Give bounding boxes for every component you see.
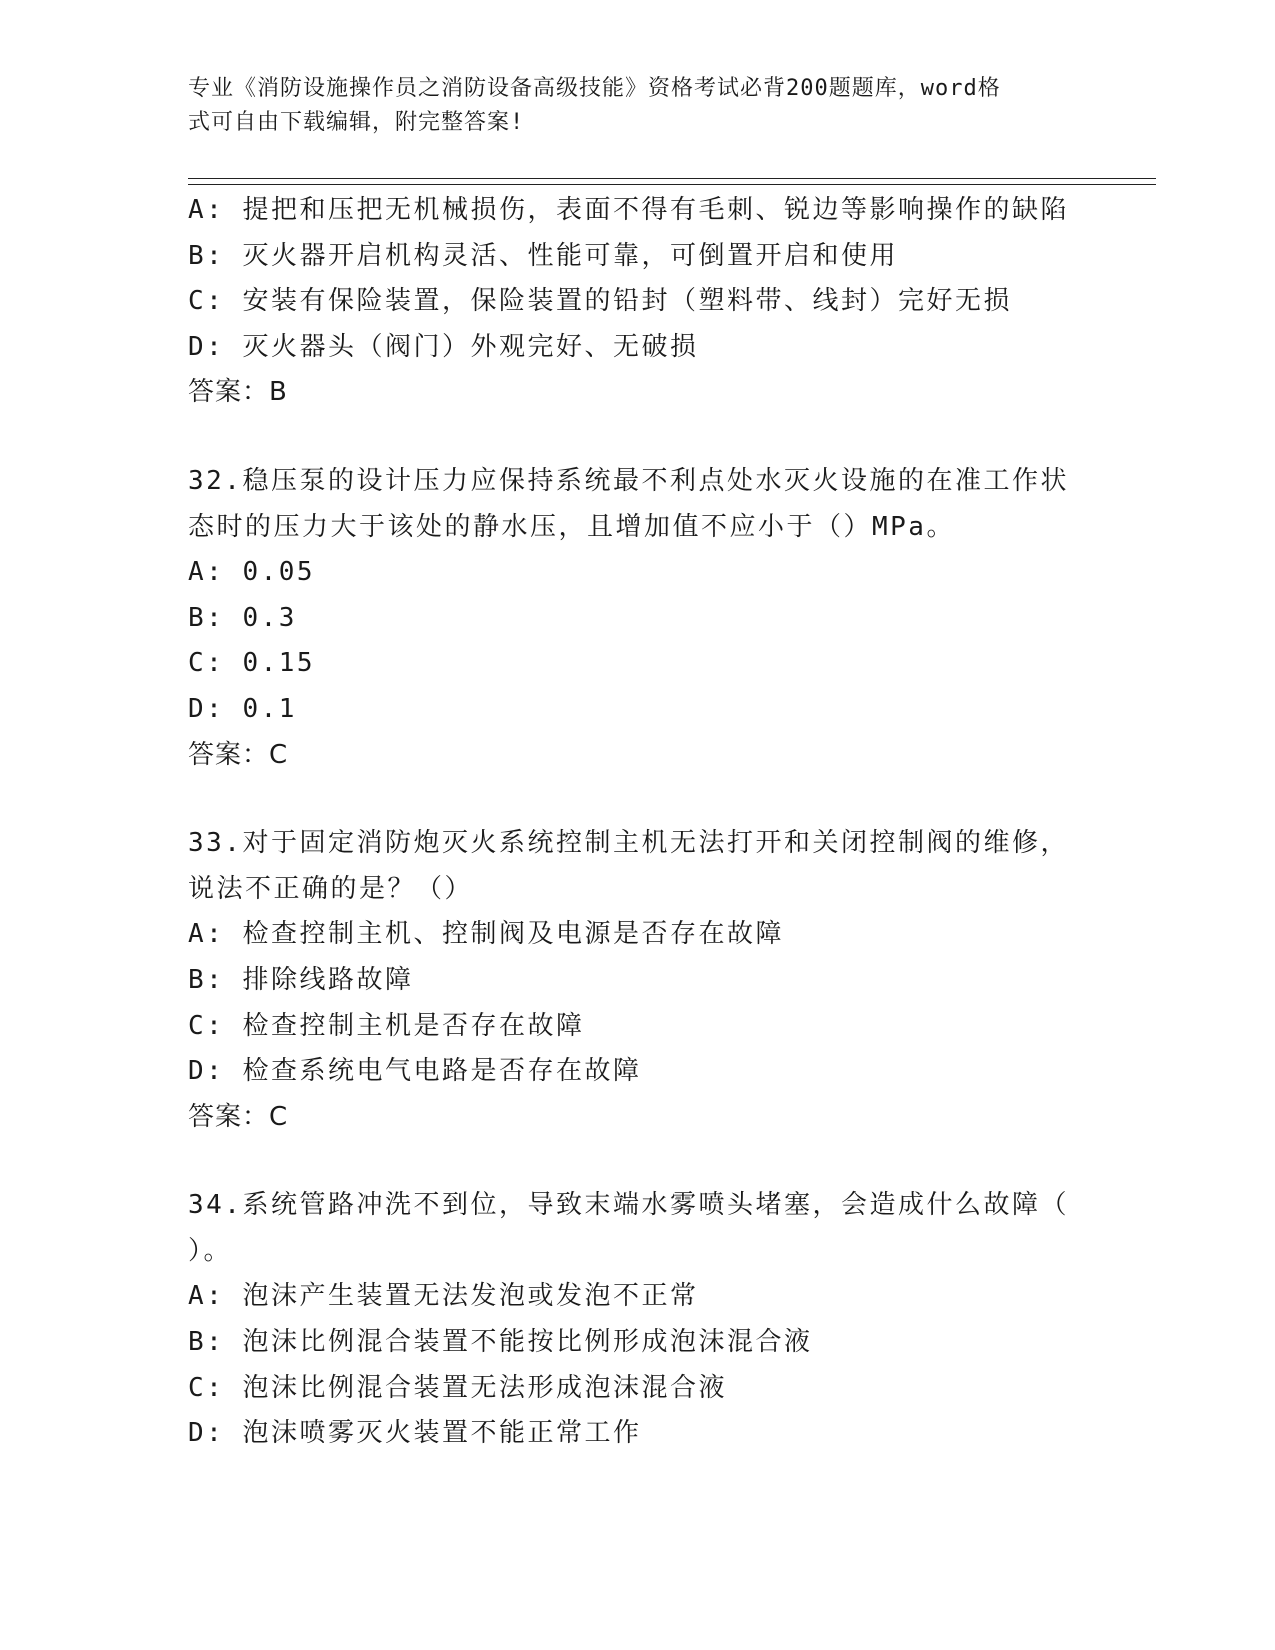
question-text-line: 态时的压力大于该处的静水压，且增加值不应小于（）MPa。 [188,511,955,542]
question-33 [188,821,1128,1140]
option-d: D: 0.1 [188,693,297,724]
option-b: B: 灭火器开启机构灵活、性能可靠，可倒置开启和使用 [188,240,898,271]
header-line-2: 式可自由下载编辑，附完整答案! [188,110,525,135]
question-32 [188,459,1128,778]
answer-line: 答案：B [188,377,288,408]
header-divider-top [188,178,1156,179]
option-c: C: 安装有保险装置，保险装置的铅封（塑料带、线封）完好无损 [188,286,1012,317]
question-list [188,188,1128,1457]
option-c: C: 0.15 [188,648,316,679]
option-d: D: 检查系统电气电路是否存在故障 [188,1056,642,1087]
question-text-line: 说法不正确的是？（） [188,873,474,904]
spacer [188,778,1128,821]
option-a: A: 检查控制主机、控制阀及电源是否存在故障 [188,919,784,950]
question-text-line: 33.对于固定消防炮灭火系统控制主机无法打开和关闭控制阀的维修， [188,828,1069,859]
question-34 [188,1183,1128,1457]
spacer [188,416,1128,459]
header-divider-bottom [188,184,1156,185]
option-a: A: 0.05 [188,557,316,588]
option-d: D: 灭火器头（阀门）外观完好、无破损 [188,331,699,362]
option-b: B: 泡沫比例混合装置不能按比例形成泡沫混合液 [188,1327,813,1358]
option-d: D: 泡沫喷雾灭火装置不能正常工作 [188,1418,642,1449]
question-text-line: 34.系统管路冲洗不到位，导致末端水雾喷头堵塞，会造成什么故障（ [188,1190,1069,1221]
question-text-line: ）。 [188,1235,233,1266]
document-header [188,72,1088,140]
option-c: C: 泡沫比例混合装置无法形成泡沫混合液 [188,1372,727,1403]
option-b: B: 排除线路故障 [188,964,414,995]
spacer [188,1140,1128,1183]
answer-line: 答案：C [188,1101,289,1132]
answer-line: 答案：C [188,739,289,770]
question-31-continued [188,188,1128,416]
option-c: C: 检查控制主机是否存在故障 [188,1010,585,1041]
option-a: A: 提把和压把无机械损伤，表面不得有毛刺、锐边等影响操作的缺陷 [188,195,1069,225]
header-line-1: 专业《消防设施操作员之消防设备高级技能》资格考试必背200题题库，word格 [188,76,1001,101]
option-b: B: 0.3 [188,602,297,633]
question-text-line: 32.稳压泵的设计压力应保持系统最不利点处水灭火设施的在准工作状 [188,465,1069,496]
option-a: A: 泡沫产生装置无法发泡或发泡不正常 [188,1281,699,1312]
